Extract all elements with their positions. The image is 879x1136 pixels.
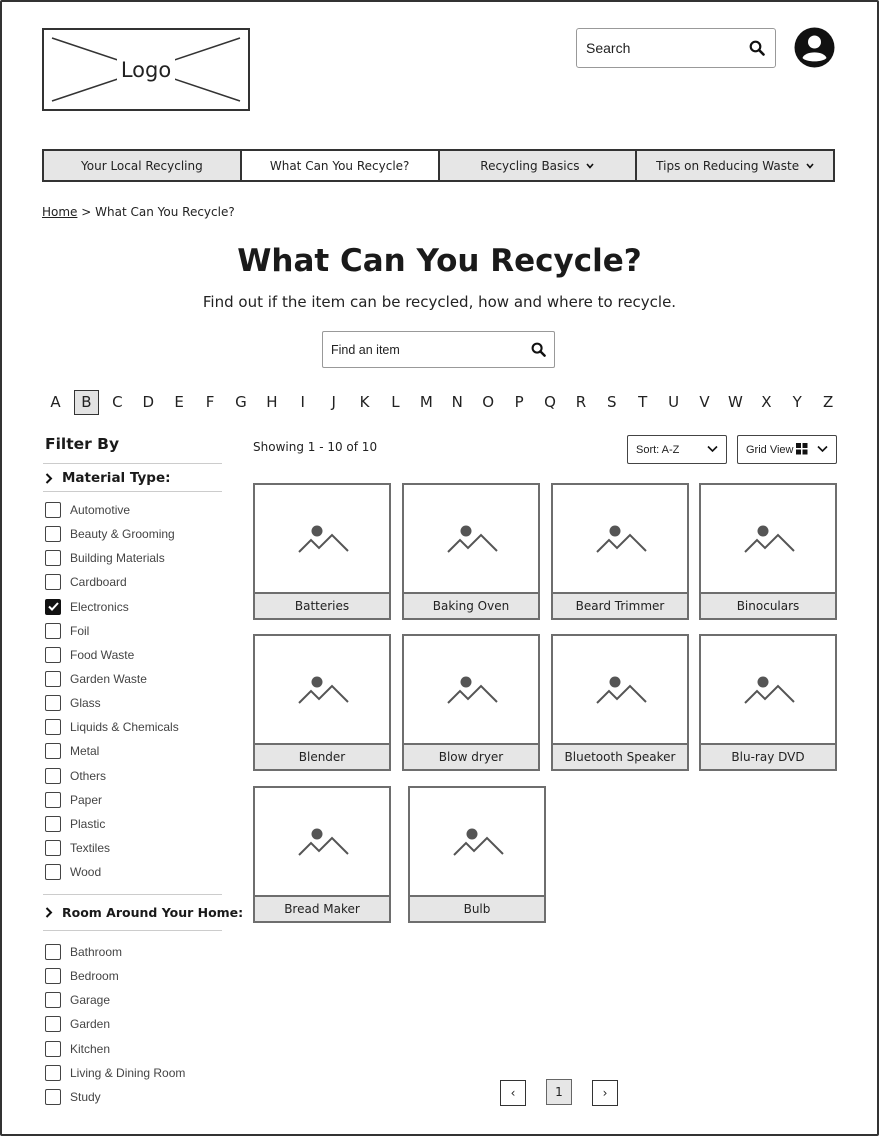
checkbox-label: Building Materials (70, 551, 165, 566)
material-option[interactable] (45, 667, 179, 691)
image-placeholder-icon (404, 636, 538, 743)
letter-i[interactable]: I (300, 393, 305, 411)
item-card[interactable] (699, 483, 837, 620)
logo-text: Logo (117, 58, 175, 82)
chevron-down-icon (817, 445, 828, 453)
checkbox-label: Living & Dining Room (70, 1065, 186, 1080)
search-icon[interactable] (531, 342, 546, 357)
checkbox-label: Glass (70, 696, 101, 711)
checkbox[interactable] (45, 526, 61, 542)
letter-j[interactable]: J (331, 393, 336, 411)
checkbox[interactable] (45, 719, 61, 735)
checkbox[interactable] (45, 647, 61, 663)
material-option[interactable] (45, 522, 179, 546)
checkbox-label: Plastic (70, 816, 106, 831)
checkbox-label: Wood (70, 865, 102, 880)
page-title: What Can You Recycle? (237, 243, 642, 279)
room-option[interactable] (45, 1061, 185, 1085)
letter-g[interactable]: G (235, 393, 247, 411)
checkbox-label: Textiles (70, 841, 111, 856)
letter-f[interactable]: F (205, 393, 215, 411)
item-card[interactable] (551, 634, 689, 771)
checkbox[interactable] (45, 1089, 61, 1105)
checkbox[interactable] (45, 840, 61, 856)
room-toggle[interactable] (45, 905, 243, 920)
room-option[interactable] (45, 988, 185, 1012)
room-option[interactable] (45, 940, 185, 964)
image-placeholder-icon (701, 485, 835, 592)
item-card-label: Bluetooth Speaker (553, 743, 687, 769)
letter-o[interactable]: O (482, 393, 495, 411)
room-option[interactable] (45, 1085, 185, 1109)
letter-p[interactable]: P (514, 393, 524, 411)
checkmark-icon (48, 602, 59, 611)
logo[interactable] (42, 28, 250, 111)
nav-item-1[interactable] (242, 151, 440, 180)
divider (43, 491, 222, 492)
item-card[interactable] (402, 483, 540, 620)
checkbox-label: Food Waste (70, 647, 135, 662)
breadcrumb (42, 205, 235, 219)
checkbox-label: Metal (70, 744, 100, 759)
checkbox[interactable] (45, 1041, 61, 1057)
checkbox[interactable] (45, 550, 61, 566)
chevron-down-icon (806, 163, 814, 169)
material-type-heading: Material Type: (62, 470, 171, 486)
chevron-right-icon (45, 473, 53, 484)
checkbox-label: Beauty & Grooming (70, 527, 175, 542)
material-option[interactable] (45, 546, 179, 570)
image-placeholder-icon (410, 788, 544, 895)
checkbox[interactable] (45, 992, 61, 1008)
item-card-label: Blender (255, 743, 389, 769)
search-input[interactable] (586, 38, 736, 58)
chevron-down-icon (586, 163, 594, 169)
letter-s[interactable]: S (607, 393, 617, 411)
room-option[interactable] (45, 1037, 185, 1061)
material-option[interactable] (45, 619, 179, 643)
find-item-input[interactable] (331, 340, 511, 360)
item-card[interactable] (699, 634, 837, 771)
item-card[interactable] (408, 786, 546, 923)
letter-a[interactable]: A (50, 393, 61, 411)
letter-x[interactable]: X (761, 393, 772, 411)
view-label: Grid View (746, 443, 794, 456)
image-placeholder-icon (404, 485, 538, 592)
checkbox-label: Liquids & Chemicals (70, 720, 179, 735)
letter-e[interactable]: E (174, 393, 184, 411)
checkbox-label: Electronics (70, 599, 129, 614)
nav-item-3[interactable] (637, 151, 833, 180)
item-card-label: Beard Trimmer (553, 592, 687, 618)
letter-m[interactable]: M (419, 393, 433, 411)
material-type-list (45, 498, 179, 884)
checkbox-label: Kitchen (70, 1041, 111, 1056)
checkbox[interactable] (45, 671, 61, 687)
nav-item-0[interactable] (44, 151, 242, 180)
letter-n[interactable]: N (451, 393, 463, 411)
checkbox[interactable] (45, 816, 61, 832)
search-box[interactable] (576, 28, 776, 68)
checkbox-label: Garage (70, 993, 111, 1008)
letter-w[interactable]: W (728, 393, 743, 411)
material-option[interactable] (45, 764, 179, 788)
nav-item-label: What Can You Recycle? (269, 158, 410, 173)
nav-item-label: Tips on Reducing Waste (656, 158, 800, 173)
checkbox[interactable] (45, 864, 61, 880)
letter-l[interactable]: L (391, 393, 400, 411)
item-card-label: Batteries (255, 592, 389, 618)
user-avatar-icon[interactable] (794, 27, 835, 68)
material-option[interactable] (45, 643, 179, 667)
letter-v[interactable]: V (699, 393, 710, 411)
checkbox-label: Garden Waste (70, 672, 147, 687)
material-option[interactable] (45, 595, 179, 619)
item-card[interactable] (253, 786, 391, 923)
nav-item-label: Your Local Recycling (81, 158, 203, 173)
room-heading: Room Around Your Home: (62, 905, 244, 920)
checkbox[interactable] (45, 502, 61, 518)
nav-item-label: Recycling Basics (480, 158, 580, 173)
letter-q[interactable]: Q (544, 393, 556, 411)
checkbox[interactable] (45, 944, 61, 960)
letter-y[interactable]: Y (792, 393, 802, 411)
prev-page-button[interactable]: ‹ (500, 1080, 526, 1106)
item-card-label: Bread Maker (255, 895, 389, 921)
checkbox[interactable] (45, 1065, 61, 1081)
checkbox[interactable] (45, 599, 61, 615)
checkbox[interactable] (45, 1016, 61, 1032)
divider (43, 463, 222, 464)
letter-z[interactable]: Z (823, 393, 834, 411)
image-placeholder-icon (701, 636, 835, 743)
letter-r[interactable]: R (575, 393, 587, 411)
material-option[interactable] (45, 498, 179, 522)
breadcrumb-separator: > (81, 205, 92, 219)
results-count: Showing 1 - 10 of 10 (253, 440, 378, 454)
checkbox[interactable] (45, 792, 61, 808)
page-subtitle: Find out if the item can be recycled, how and where to recycle. (202, 293, 677, 311)
alphabet-filter (43, 389, 841, 415)
image-placeholder-icon (255, 485, 389, 592)
letter-b[interactable]: B (74, 390, 99, 415)
material-option[interactable] (45, 836, 179, 860)
item-card-label: Binoculars (701, 592, 835, 618)
material-option[interactable] (45, 739, 179, 763)
letter-t[interactable]: T (638, 393, 648, 411)
letter-u[interactable]: U (668, 393, 680, 411)
checkbox-label: Others (70, 768, 107, 783)
breadcrumb-current: What Can You Recycle? (95, 205, 235, 219)
checkbox[interactable] (45, 623, 61, 639)
item-card[interactable] (253, 634, 391, 771)
search-icon[interactable] (749, 40, 765, 56)
divider (43, 894, 222, 895)
checkbox-label: Automotive (70, 503, 131, 518)
divider (43, 930, 222, 931)
checkbox[interactable] (45, 968, 61, 984)
main-nav (42, 149, 835, 182)
material-option[interactable] (45, 788, 179, 812)
checkbox-label: Bathroom (70, 945, 123, 960)
material-option[interactable] (45, 812, 179, 836)
sort-label: Sort: A-Z (636, 443, 680, 456)
image-placeholder-icon (255, 636, 389, 743)
checkbox-label: Garden (70, 1017, 111, 1032)
checkbox-label: Paper (70, 792, 103, 807)
item-card-label: Blow dryer (404, 743, 538, 769)
chevron-right-icon (45, 907, 53, 918)
sort-dropdown[interactable] (627, 435, 727, 464)
page-1-button[interactable]: 1 (546, 1079, 572, 1105)
chevron-down-icon (707, 445, 718, 453)
material-option[interactable] (45, 691, 179, 715)
material-option[interactable] (45, 860, 179, 884)
image-placeholder-icon (553, 485, 687, 592)
image-placeholder-icon (255, 788, 389, 895)
breadcrumb-home-link[interactable]: Home (42, 205, 78, 219)
room-list (45, 940, 185, 1109)
letter-k[interactable]: K (359, 393, 370, 411)
find-item-box[interactable] (322, 331, 555, 368)
material-type-toggle[interactable] (45, 470, 171, 486)
nav-item-2[interactable] (440, 151, 638, 180)
checkbox[interactable] (45, 574, 61, 590)
item-card-label: Baking Oven (404, 592, 538, 618)
grid-view-icon (796, 443, 808, 455)
item-card[interactable] (402, 634, 540, 771)
item-card-label: Blu-ray DVD (701, 743, 835, 769)
material-option[interactable] (45, 570, 179, 594)
letter-d[interactable]: D (142, 393, 154, 411)
room-option[interactable] (45, 964, 185, 988)
checkbox[interactable] (45, 768, 61, 784)
item-card-label: Bulb (410, 895, 544, 921)
checkbox-label: Bedroom (70, 969, 119, 984)
view-dropdown[interactable] (737, 435, 837, 464)
checkbox-label: Cardboard (70, 575, 127, 590)
checkbox[interactable] (45, 743, 61, 759)
filter-title: Filter By (45, 435, 120, 453)
item-card[interactable] (551, 483, 689, 620)
checkbox-label: Study (70, 1089, 101, 1104)
next-page-button[interactable]: › (592, 1080, 618, 1106)
material-option[interactable] (45, 715, 179, 739)
room-option[interactable] (45, 1012, 185, 1036)
letter-h[interactable]: H (266, 393, 278, 411)
checkbox[interactable] (45, 695, 61, 711)
item-card[interactable] (253, 483, 391, 620)
image-placeholder-icon (553, 636, 687, 743)
letter-c[interactable]: C (112, 393, 123, 411)
checkbox-label: Foil (70, 623, 90, 638)
